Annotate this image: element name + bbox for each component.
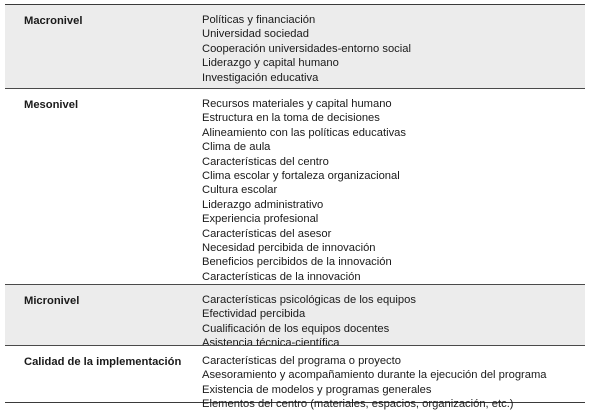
list-item: Cooperación universidades-entorno social xyxy=(202,42,411,55)
list-item: Efectividad percibida xyxy=(202,308,306,321)
table-row-mesonivel xyxy=(5,88,585,284)
list-item: Características del centro xyxy=(202,155,329,168)
list-item: Beneficios percibidos de la innovación xyxy=(202,256,392,269)
list-item: Existencia de modelos y programas generales xyxy=(202,383,432,396)
list-item: Características psicológicas de los equipos xyxy=(202,294,416,306)
table-row-macronivel xyxy=(5,5,585,88)
list-item: Elementos del centro (materiales, espacios, organización, etc.) xyxy=(202,398,514,411)
table-row-calidad-implementacion xyxy=(5,345,585,411)
list-item: Políticas y financiación xyxy=(202,14,316,26)
list-item: Cultura escolar xyxy=(202,184,278,197)
row-label: Micronivel xyxy=(24,295,80,307)
list-item: Cualificación de los equipos docentes xyxy=(202,322,390,335)
row-items-list xyxy=(202,354,547,412)
list-item: Experiencia profesional xyxy=(202,213,319,226)
row-label: Mesonivel xyxy=(24,99,79,111)
row-items-list xyxy=(202,97,406,284)
list-item: Clima escolar y fortaleza organizacional xyxy=(202,170,400,183)
list-item: Universidad sociedad xyxy=(202,28,309,41)
list-item: Características de la innovación xyxy=(202,270,361,283)
row-items-list xyxy=(202,13,411,85)
list-item: Características del asesor xyxy=(202,227,332,240)
list-item: Investigación educativa xyxy=(202,71,319,84)
list-item: Asistencia técnica-científica xyxy=(202,337,340,350)
list-item: Clima de aula xyxy=(202,141,271,154)
row-label: Macronivel xyxy=(24,15,83,27)
list-item: Liderazgo y capital humano xyxy=(202,57,339,70)
list-item: Características del programa o proyecto xyxy=(202,355,401,367)
list-item: Necesidad percibida de innovación xyxy=(202,242,376,255)
list-item: Liderazgo administrativo xyxy=(202,198,324,211)
list-item: Asesoramiento y acompañamiento durante la ejecución del programa xyxy=(202,369,547,382)
list-item: Estructura en la toma de decisiones xyxy=(202,112,380,125)
list-item: Alineamiento con las políticas educativas xyxy=(202,126,406,139)
row-items-list xyxy=(202,293,416,351)
row-label: Calidad de la implementación xyxy=(24,356,182,368)
factors-table xyxy=(5,4,585,411)
table-row-micronivel xyxy=(5,284,585,350)
list-item: Recursos materiales y capital humano xyxy=(202,98,392,110)
